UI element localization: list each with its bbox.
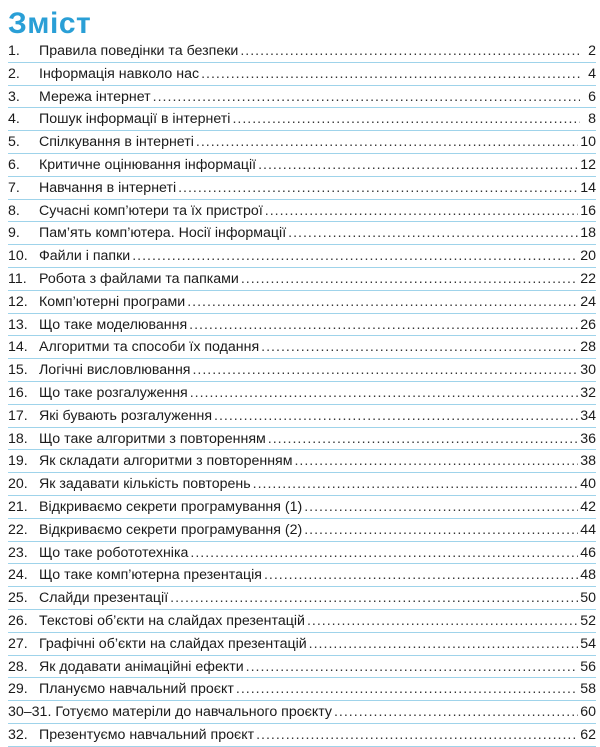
- toc-entry-number: 29.: [8, 681, 28, 698]
- toc-entry: [8, 564, 596, 587]
- toc-entry-leader: [256, 724, 578, 747]
- toc-entry-title: Що таке комп’ютерна презентація: [39, 567, 262, 584]
- toc-entry-title: Як складати алгоритми з повторенням: [39, 453, 293, 470]
- toc-entry-leader: [178, 177, 578, 200]
- toc-entry-title: Комп’ютерні програми: [39, 293, 186, 310]
- toc-entry-leader: [304, 519, 578, 542]
- toc-entry-title: Критичне оцінювання інформації: [39, 156, 257, 173]
- toc-entry-page: 58: [580, 681, 596, 698]
- toc-entry: [8, 40, 596, 63]
- toc-entry-page: 46: [580, 544, 596, 561]
- toc-entry-page: 50: [580, 590, 596, 607]
- toc-entry-number: 14.: [8, 339, 28, 356]
- toc-entry-title: Що таке робототехніка: [39, 544, 189, 561]
- toc-entry-leader: [240, 40, 580, 63]
- toc-entry-page: 6: [588, 88, 596, 105]
- toc-entry: [8, 108, 596, 131]
- toc-entry-leader: [307, 610, 578, 633]
- toc-entry-leader: [196, 131, 578, 154]
- toc-entry-leader: [304, 496, 578, 519]
- toc-entry-number: 19.: [8, 453, 28, 470]
- toc-entry-page: 24: [580, 293, 596, 310]
- toc-entry-number: 8.: [8, 202, 20, 219]
- toc-entry-number: 22.: [8, 521, 28, 538]
- toc-entry-title: Готуємо матеріли до навчального проєкту: [55, 704, 332, 721]
- toc-entry: [8, 222, 596, 245]
- toc-entry-number: 17.: [8, 407, 28, 424]
- toc-entry-page: 42: [580, 498, 596, 515]
- toc-entry-leader: [253, 473, 579, 496]
- toc-entry-title: Робота з файлами та папками: [39, 270, 239, 287]
- toc-entry-page: 36: [580, 430, 596, 447]
- toc-entry-number: 10.: [8, 248, 28, 265]
- toc-entry-title: Сучасні комп’ютери та їх пристрої: [39, 202, 263, 219]
- toc-entry-title: Файли і папки: [39, 248, 131, 265]
- toc-entry-number: 21.: [8, 498, 28, 515]
- toc-entry-title: Відкриваємо секрети програмування (2): [39, 521, 303, 538]
- toc-entry-title: Як задавати кількість повторень: [39, 476, 251, 493]
- toc-entry-page: 34: [580, 407, 596, 424]
- toc-entry-page: 4: [588, 65, 596, 82]
- toc-entry-page: 54: [580, 635, 596, 652]
- toc-entry-leader: [201, 63, 580, 86]
- toc-entry-page: 28: [580, 339, 596, 356]
- toc-entry-leader: [190, 542, 578, 565]
- toc-entry: [8, 724, 596, 747]
- toc-entry-page: 14: [580, 179, 596, 196]
- toc-entry-number: 6.: [8, 156, 20, 173]
- toc-entry-page: 20: [580, 248, 596, 265]
- toc-entry-leader: [190, 382, 579, 405]
- toc-entry: [8, 63, 596, 86]
- toc-entry-number: 7.: [8, 179, 20, 196]
- toc-entry-number: 30–31.: [8, 704, 52, 721]
- toc-entry-page: 12: [580, 156, 596, 173]
- toc-entry-leader: [132, 245, 578, 268]
- toc-entry-page: 8: [588, 111, 596, 128]
- toc-entry-number: 3.: [8, 88, 20, 105]
- toc-entry: [8, 678, 596, 701]
- toc-entry-page: 52: [580, 612, 596, 629]
- toc-entry-leader: [309, 633, 579, 656]
- toc-entry-page: 44: [580, 521, 596, 538]
- page-title: Зміст: [8, 7, 92, 40]
- toc-entry-page: 40: [580, 476, 596, 493]
- toc-entry-title: Відкриваємо секрети програмування (1): [39, 498, 303, 515]
- toc-entry: [8, 131, 596, 154]
- toc-entry: [8, 610, 596, 633]
- toc-entry: [8, 450, 596, 473]
- toc-entry-title: Алгоритми та способи їх подання: [39, 339, 260, 356]
- table-of-contents: [8, 40, 596, 747]
- toc-entry-number: 4.: [8, 111, 20, 128]
- toc-entry: [8, 177, 596, 200]
- toc-entry: [8, 542, 596, 565]
- toc-entry-number: 5.: [8, 134, 20, 151]
- toc-entry-page: 22: [580, 270, 596, 287]
- toc-entry-leader: [334, 701, 578, 724]
- toc-entry-number: 2.: [8, 65, 20, 82]
- toc-entry-number: 32.: [8, 726, 28, 743]
- toc-entry-page: 48: [580, 567, 596, 584]
- toc-entry-leader: [265, 200, 578, 223]
- toc-entry: [8, 268, 596, 291]
- toc-entry-number: 11.: [8, 270, 27, 287]
- toc-entry-number: 24.: [8, 567, 28, 584]
- toc-entry-leader: [258, 154, 578, 177]
- toc-entry-page: 62: [580, 726, 596, 743]
- toc-entry-page: 30: [580, 362, 596, 379]
- toc-entry-title: Пошук інформації в інтернеті: [39, 111, 231, 128]
- toc-entry: [8, 473, 596, 496]
- toc-entry-number: 9.: [8, 225, 20, 242]
- toc-entry-leader: [261, 336, 578, 359]
- toc-entry-number: 12.: [8, 293, 28, 310]
- toc-entry-leader: [170, 587, 578, 610]
- toc-entry-title: Слайди презентації: [39, 590, 169, 607]
- toc-entry: [8, 496, 596, 519]
- toc-entry-page: 60: [580, 704, 596, 721]
- toc-entry-number: 18.: [8, 430, 28, 447]
- toc-entry-number: 26.: [8, 612, 28, 629]
- toc-entry-page: 2: [588, 43, 596, 59]
- toc-entry-page: 32: [580, 384, 596, 401]
- toc-entry: [8, 405, 596, 428]
- toc-entry-leader: [187, 291, 578, 314]
- toc-entry-page: 10: [580, 134, 596, 151]
- toc-entry: [8, 336, 596, 359]
- toc-entry-leader: [232, 108, 580, 131]
- toc-entry-number: 23.: [8, 544, 28, 561]
- toc-entry-title: Презентуємо навчальний проєкт: [39, 726, 255, 743]
- toc-entry-title: Спілкування в інтернеті: [39, 134, 194, 151]
- toc-entry-leader: [189, 314, 578, 337]
- toc-entry-title: Правила поведінки та безпеки: [39, 43, 239, 59]
- toc-entry-title: Що таке розгалуження: [39, 384, 188, 401]
- toc-entry: [8, 359, 596, 382]
- toc-entry-page: 38: [580, 453, 596, 470]
- toc-entry-number: 20.: [8, 476, 28, 493]
- toc-entry-leader: [236, 678, 578, 701]
- toc-entry: [8, 291, 596, 314]
- toc-entry: [8, 154, 596, 177]
- toc-entry-title: Як додавати анімаційні ефекти: [39, 658, 244, 675]
- toc-entry-title: Логічні висловлювання: [39, 362, 191, 379]
- toc-entry-page: 56: [580, 658, 596, 675]
- toc-entry-title: Мережа інтернет: [39, 88, 151, 105]
- toc-entry-leader: [246, 656, 579, 679]
- toc-entry-number: 16.: [8, 384, 28, 401]
- toc-entry: [8, 428, 596, 451]
- toc-entry: [8, 587, 596, 610]
- toc-entry-number: 1.: [8, 43, 20, 59]
- toc-entry-leader: [153, 86, 580, 109]
- toc-entry-title: Плануємо навчальний проєкт: [39, 681, 234, 698]
- toc-entry: [8, 314, 596, 337]
- toc-entry: [8, 701, 596, 724]
- toc-entry: [8, 86, 596, 109]
- toc-entry-number: 15.: [8, 362, 28, 379]
- toc-entry-page: 16: [580, 202, 596, 219]
- toc-entry-leader: [241, 268, 578, 291]
- toc-entry-leader: [288, 222, 578, 245]
- toc-entry-title: Інформація навколо нас: [39, 65, 200, 82]
- toc-entry-leader: [294, 450, 578, 473]
- toc-entry-title: Які бувають розгалуження: [39, 407, 213, 424]
- toc-entry-page: 26: [580, 316, 596, 333]
- toc-entry: [8, 656, 596, 679]
- toc-entry-title: Що таке моделювання: [39, 316, 188, 333]
- toc-entry: [8, 245, 596, 268]
- toc-entry-page: 18: [580, 225, 596, 242]
- toc-entry-number: 25.: [8, 590, 28, 607]
- toc-entry-leader: [192, 359, 578, 382]
- toc-entry-title: Графічні об’єкти на слайдах презентацій: [39, 635, 307, 652]
- toc-entry-title: Текстові об’єкти на слайдах презентацій: [39, 612, 305, 629]
- toc-entry-number: 27.: [8, 635, 28, 652]
- toc-entry-title: Пам’ять комп’ютера. Носії інформації: [39, 225, 287, 242]
- toc-entry-leader: [264, 564, 578, 587]
- toc-entry-leader: [268, 428, 578, 451]
- toc-entry-number: 13.: [8, 316, 28, 333]
- toc-entry: [8, 633, 596, 656]
- toc-entry: [8, 519, 596, 542]
- toc-entry: [8, 382, 596, 405]
- toc-entry: [8, 200, 596, 223]
- toc-entry-leader: [214, 405, 578, 428]
- toc-entry-title: Навчання в інтернеті: [39, 179, 177, 196]
- toc-entry-number: 28.: [8, 658, 28, 675]
- toc-entry-title: Що таке алгоритми з повторенням: [39, 430, 266, 447]
